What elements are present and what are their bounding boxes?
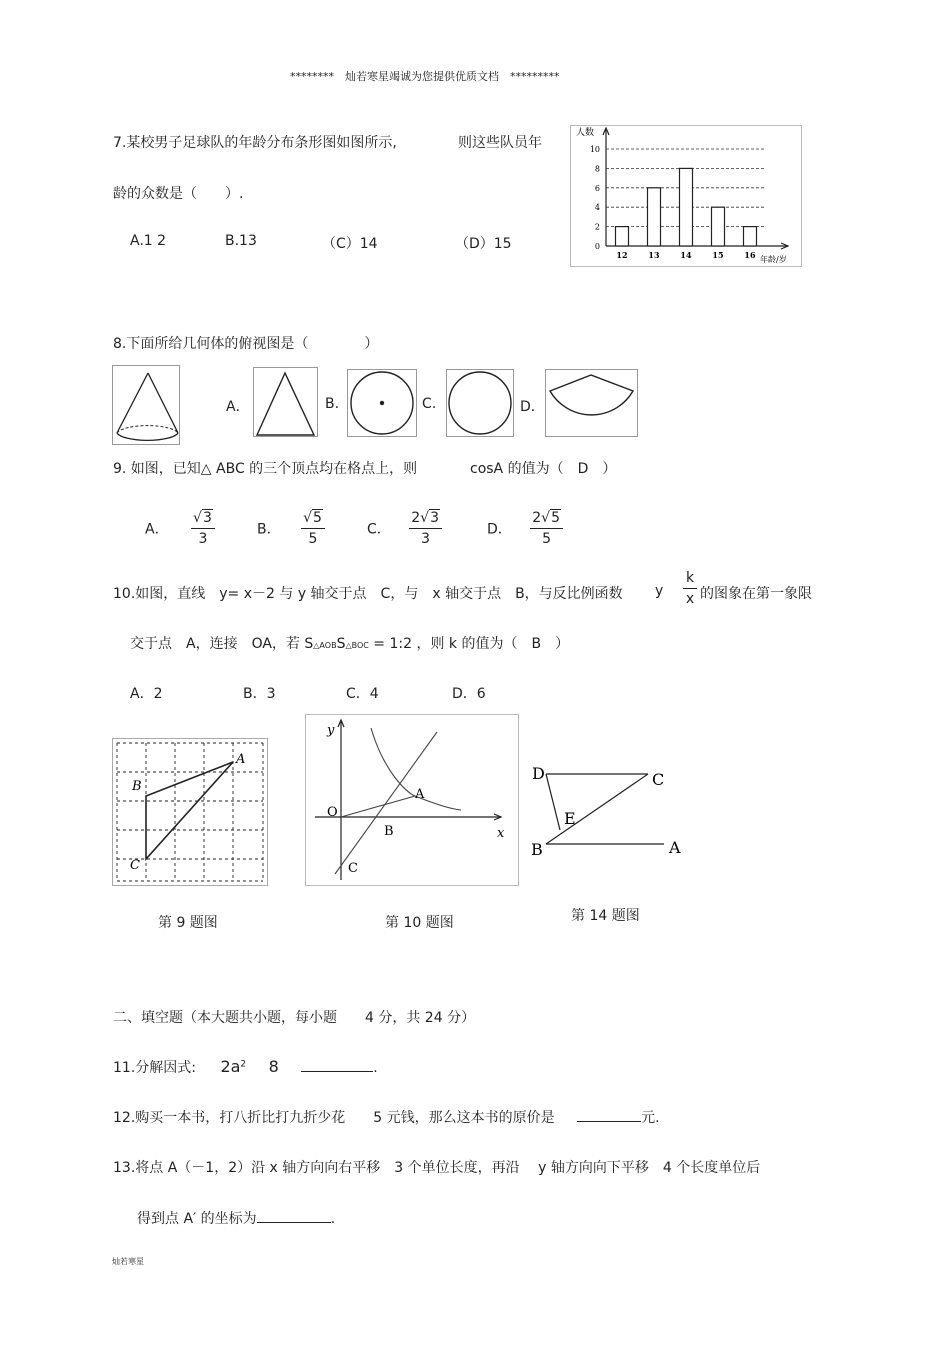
label-y: y xyxy=(327,723,335,738)
caption-fig10: 第 10 题图 xyxy=(385,915,454,931)
k-numerator: k xyxy=(683,568,697,589)
q9-option-c xyxy=(367,508,442,549)
q8-label-a: A． xyxy=(226,399,250,415)
q9-option-a xyxy=(145,508,215,549)
cone-figure xyxy=(112,365,180,445)
denominator: 5 xyxy=(542,531,552,547)
area-subscript-boc: △BOC xyxy=(345,641,369,650)
q7-option-c: （C）14 xyxy=(322,236,378,252)
q7-option-b: B.13 xyxy=(225,233,257,249)
bar-12 xyxy=(616,227,629,246)
x-tick-label: 15 xyxy=(712,250,724,260)
center-dot xyxy=(380,401,384,405)
numerator xyxy=(530,508,563,529)
label-b: B xyxy=(531,840,543,859)
triangle-abc xyxy=(146,762,233,859)
q11 xyxy=(113,1057,378,1077)
fraction xyxy=(530,508,563,549)
q7-stem-line2: 龄的众数是（ ）. xyxy=(113,186,244,202)
x-tick-label: 12 xyxy=(616,250,628,260)
bar-15 xyxy=(712,207,725,246)
label-b: B xyxy=(384,824,394,839)
denominator: 5 xyxy=(308,531,318,547)
label-e: E xyxy=(564,809,576,828)
caption-fig14: 第 14 题图 xyxy=(571,908,640,924)
area-symbol: S xyxy=(304,636,314,652)
option-a-triangle xyxy=(253,367,318,437)
q10-option-a: A．2 xyxy=(130,686,163,702)
numerator xyxy=(301,508,325,529)
cone-left-edge xyxy=(117,373,148,433)
figure-9-grid xyxy=(112,738,268,886)
q11-expr: 2a xyxy=(220,1057,241,1076)
q9-stem-a: 9. 如图，已知△ ABC 的三个顶点均在格点上，则 xyxy=(113,461,418,477)
age-bar-chart xyxy=(570,125,802,267)
radicand: 5 xyxy=(551,510,560,526)
coefficient: 2 xyxy=(411,510,421,526)
caption-fig9: 第 9 题图 xyxy=(158,915,218,931)
option-c-frame xyxy=(447,370,514,437)
line2-ratio-text: = 1:2 ，则 k 的值为（ B ） xyxy=(373,636,570,652)
q7-option-d: （D）15 xyxy=(455,236,512,252)
q13-end: . xyxy=(330,1211,336,1227)
q11-exponent: 2 xyxy=(240,1059,247,1070)
q8-stem: 8.下面所给几何体的俯视图是（ ） xyxy=(113,336,379,352)
q10-stem-line1a: 10.如图，直线 y= x－2 与 y 轴交于点 C，与 x 轴交于点 B，与反比例函数 xyxy=(113,586,623,602)
page-header: ******** 灿若寒星竭诚为您提供优质文档 ********* xyxy=(290,70,560,83)
label-a: A xyxy=(669,838,681,857)
radicand: 3 xyxy=(202,510,212,526)
circle-shape xyxy=(449,372,511,434)
q13-line1: 13.将点 A（－1，2）沿 x 轴方向向右平移 3 个单位长度，再沿 y 轴方向向下平移 4 个长度单位后 xyxy=(113,1160,761,1176)
q8-label-d: D． xyxy=(520,399,545,415)
option-a-frame xyxy=(254,368,318,437)
radicand: 3 xyxy=(430,510,439,526)
q9-option-d xyxy=(487,508,563,549)
y-axis-label: 人数 xyxy=(576,128,595,138)
q13-line2 xyxy=(137,1208,335,1228)
x-axis-label: 年龄/岁 xyxy=(760,255,787,264)
q10-option-b: B．3 xyxy=(243,686,276,702)
page-footer: 灿若寒星 xyxy=(112,1257,144,1266)
coefficient: 2 xyxy=(532,510,542,526)
y-tick-label: 2 xyxy=(594,222,600,232)
label-a: A xyxy=(236,752,246,767)
x-tick-label: 14 xyxy=(680,250,692,260)
label-o: O xyxy=(327,805,338,820)
option-label: D． xyxy=(487,521,512,538)
area-subscript-aob: △AOB xyxy=(313,641,337,650)
y-tick-label: 8 xyxy=(594,164,600,174)
option-label: A． xyxy=(145,521,169,538)
bar-14 xyxy=(680,168,693,246)
q8-label-b: B. xyxy=(325,396,340,412)
label-x: x xyxy=(497,826,505,841)
label-a: A xyxy=(415,787,425,802)
q11-stem: 11.分解因式: xyxy=(113,1060,196,1076)
q9-option-b xyxy=(257,508,325,549)
q12 xyxy=(113,1107,660,1127)
q12-stem: 12.购买一本书，打八折比打九折少花 5 元钱，那么这本书的原价是 xyxy=(113,1110,555,1126)
sqrt: √5 xyxy=(303,510,322,526)
option-c-circle xyxy=(446,369,514,437)
x-tick-label: 16 xyxy=(744,250,756,260)
q13-answer-blank[interactable] xyxy=(257,1208,331,1223)
label-c: C xyxy=(348,861,358,876)
y-tick-label: 4 xyxy=(594,203,600,213)
line2-text: 交于点 A，连接 OA，若 xyxy=(130,636,300,652)
option-b-circle-dot xyxy=(347,369,417,437)
q10-k-over-x xyxy=(683,568,697,609)
q13-stem: 得到点 A′ 的坐标为 xyxy=(137,1211,257,1227)
q12-end: 元. xyxy=(641,1110,660,1126)
option-label: B． xyxy=(257,521,281,538)
sector-shape xyxy=(550,375,633,415)
figure-frame xyxy=(306,715,519,886)
denominator: 3 xyxy=(198,531,208,547)
q11-answer-blank[interactable] xyxy=(301,1057,373,1072)
q10-option-d: D．6 xyxy=(452,686,486,702)
figure-14 xyxy=(528,760,700,860)
numerator xyxy=(191,508,215,529)
label-c: C xyxy=(652,770,665,789)
segment-de xyxy=(546,774,560,830)
option-d-sector xyxy=(545,369,638,437)
q10-y: y xyxy=(655,583,664,599)
q11-constant: 8 xyxy=(268,1057,279,1076)
q10-stem-line2 xyxy=(130,633,569,653)
q9-stem-b: cosA 的值为（ D ） xyxy=(470,461,617,477)
bar-13 xyxy=(648,188,661,246)
line-y-x-minus-2 xyxy=(335,732,437,874)
section-2-heading: 二、填空题（本大题共小题，每小题 4 分，共 24 分） xyxy=(113,1010,476,1026)
fraction xyxy=(301,508,325,549)
denominator: 3 xyxy=(421,531,431,547)
y-tick-label: 6 xyxy=(594,183,600,193)
figure-10-graph xyxy=(305,714,519,886)
label-d: D xyxy=(532,764,545,783)
cone-right-edge xyxy=(148,373,178,433)
q12-answer-blank[interactable] xyxy=(577,1107,641,1122)
fraction xyxy=(409,508,442,549)
option-label: C． xyxy=(367,521,391,538)
label-b: B xyxy=(132,779,142,794)
q10-option-c: C．4 xyxy=(346,686,379,702)
y-tick-label: 0 xyxy=(594,242,600,251)
q8-label-c: C. xyxy=(422,396,437,412)
x-tick-label: 13 xyxy=(648,250,660,260)
radicand: 5 xyxy=(312,510,322,526)
q7-stem-line1b: 则这些队员年 xyxy=(458,135,542,151)
sqrt: √5 xyxy=(541,510,560,526)
segment-bc xyxy=(546,774,648,844)
q10-stem-line1b: 的图象在第一象限 xyxy=(700,586,812,602)
y-tick-label: 10 xyxy=(589,145,600,154)
q7-option-a: A.1 2 xyxy=(130,233,167,249)
x-denominator: x xyxy=(685,591,695,607)
label-c: C xyxy=(130,858,140,873)
area-symbol: S xyxy=(336,636,346,652)
numerator xyxy=(409,508,442,529)
sqrt: √3 xyxy=(420,510,439,526)
cone-base-front xyxy=(117,433,178,440)
cone-base-back xyxy=(117,426,178,433)
q11-end: . xyxy=(373,1060,378,1076)
sqrt: √3 xyxy=(193,510,212,526)
fraction xyxy=(191,508,215,549)
triangle-shape xyxy=(257,373,314,435)
q7-stem-line1a: 7.某校男子足球队的年龄分布条形图如图所示, xyxy=(113,135,397,151)
bar-16 xyxy=(744,227,757,246)
